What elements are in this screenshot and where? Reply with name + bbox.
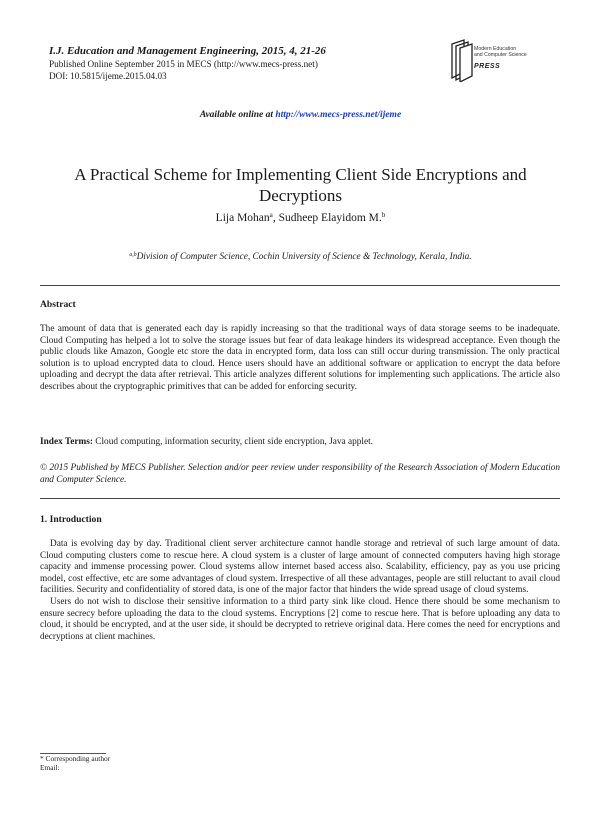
- author-name: Lija Mohan: [215, 212, 270, 224]
- index-terms: Index Terms: Cloud computing, information security, client side encryption, Java applet.: [40, 437, 373, 447]
- paper-title: A Practical Scheme for Implementing Client Side Encryptions and Decryptions: [74, 165, 527, 205]
- paragraph: Users do not wish to disclose their sensitive information to a third party sink like cloud. Hence there should be some mechanism to ensure secrecy before uploading the data to the cloud systems. Encryptions [2] come to rescue here. That is before uploading any data to cloud, it should be encrypted, and at the user side, it should be decrypted to retrieve original data. Here comes the need for encryptions and decryptions at client machines.: [40, 596, 560, 642]
- authors: Lija Mohan$^a$, Sudheep Elayidom M.$^b$: [215, 211, 386, 224]
- intro-body: [40, 539, 560, 643]
- mecs-press-logo: [448, 38, 558, 84]
- publication-info: [49, 59, 318, 82]
- journal-citation: I.J. Education and Management Engineering, 2015, 4, 21-26: [49, 45, 326, 57]
- divider: [40, 498, 560, 499]
- copyright-notice: © 2015 Published by MECS Publisher. Selection and/or peer review under responsibility of the Research Association of Modern Education and Computer Science.: [40, 463, 560, 485]
- logo-text: Modern Education and Computer Science: [474, 46, 527, 58]
- availability-line: Available online at http://www.mecs-press.net/ijeme: [199, 110, 402, 120]
- abstract-heading: Abstract: [40, 299, 76, 310]
- journal-link[interactable]: http://www.mecs-press.net/ijeme: [275, 110, 402, 120]
- affiliation: $^{a,b}$Division of Computer Science, Cochin University of Science & Technology, Kerala, India.: [129, 251, 472, 262]
- paragraph: Data is evolving day by day. Traditional client server architecture cannot handle storage and retrieval of such large amount of data. Cloud computing clusters come to rescue here. A cloud system is a cluster of large amount of connected computers having high storage capacity and immense processing power. Cloud systems allow internet based access also. Scalability, efficiency, pay as you use pricing model, cost effective, etc are some advantages of cloud system. Irrespective of all these advantages, people are still reluctant to avail cloud facilities. Security and confidentiality of stored data, is one of the major factor that hinders the wide spread usage of cloud systems.: [40, 539, 560, 596]
- section-heading: 1. Introduction: [40, 514, 102, 525]
- footnote: * Corresponding author Email:: [40, 754, 111, 772]
- doi: DOI: 10.5815/ijeme.2015.04.03: [49, 70, 167, 81]
- logo-press: PRESS: [474, 63, 501, 70]
- divider: [40, 285, 560, 286]
- published-online: Published Online September 2015 in MECS (http://www.mecs-press.net): [49, 59, 318, 69]
- book-stack-icon: [448, 38, 474, 82]
- author-name: Sudheep Elayidom M.: [278, 212, 382, 224]
- abstract-text: The amount of data that is generated each day is rapidly increasing so that the traditional ways of data storage seems to be inadequate. Cloud Computing has helped a lot to solve the storage issues but fear of data leakage hinders its widespread acceptance. Even though the public clouds like Amazon, Google etc store the data in encrypted form, data loss can still occur during transmission. The only practical solution is to upload encrypted data to cloud. Hence users should have an additional software or application to encrypt the data before uploading and decrypt the data after retrieval. This article analyzes different solutions for implementing such applications. The article also describes about the cryptographic primitives that can be added for enforcing security.: [40, 324, 560, 392]
